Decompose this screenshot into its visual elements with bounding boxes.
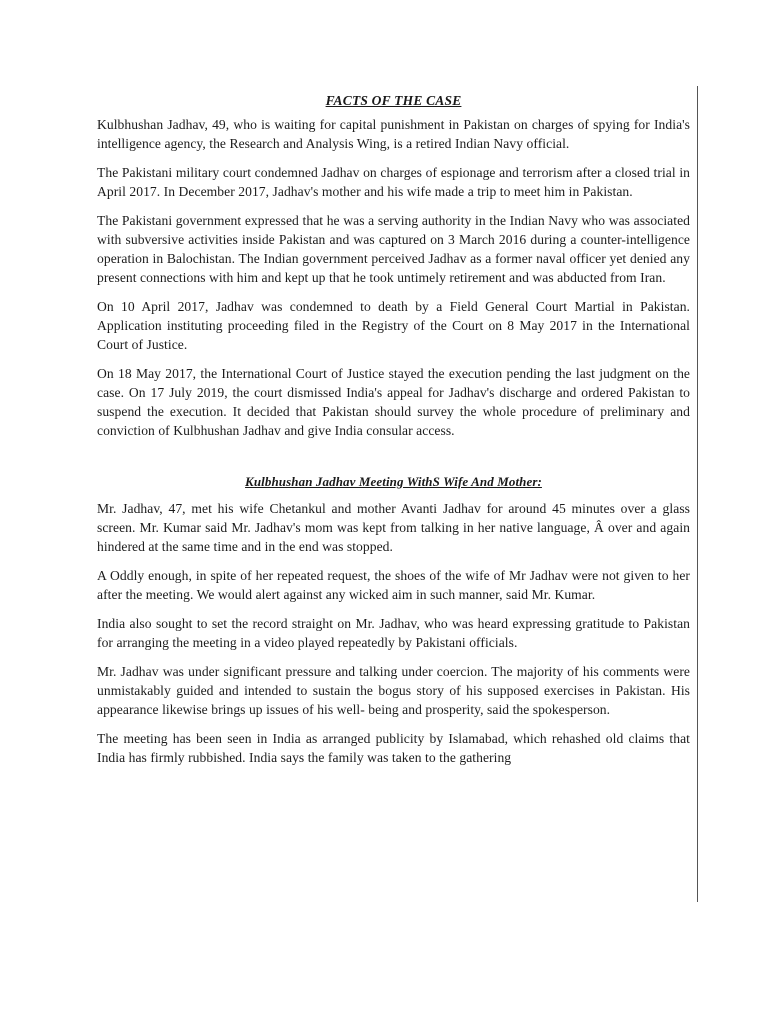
section-subheading: Kulbhushan Jadhav Meeting WithS Wife And Mother: <box>245 474 542 489</box>
paragraph: Kulbhushan Jadhav, 49, who is waiting for capital punishment in Pakistan on charges of spying for India's intelligence agency, the Research and Analysis Wing, is a retired Indian Navy official. <box>97 117 690 151</box>
paragraph: Mr. Jadhav, 47, met his wife Chetankul and mother Avanti Jadhav for around 45 minutes over a glass screen. Mr. Kumar said Mr. Jadhav's mom was kept from talking in her native language, Â over and again hindered at the same time and in the end was stopped. <box>97 501 690 554</box>
paragraph: A Oddly enough, in spite of her repeated request, the shoes of the wife of Mr Jadhav were not given to her after the meeting. We would alert against any wicked aim in such manner, said Mr. Kumar. <box>97 568 690 602</box>
paragraph: India also sought to set the record straight on Mr. Jadhav, who was heard expressing gratitude to Pakistan for arranging the meeting in a video played repeatedly by Pakistani officials. <box>97 616 690 650</box>
paragraph: The meeting has been seen in India as arranged publicity by Islamabad, which rehashed old claims that India has firmly rubbished. India says the family was taken to the gathering <box>97 731 690 765</box>
paragraph: The Pakistani military court condemned Jadhav on charges of espionage and terrorism after a closed trial in April 2017. In December 2017, Jadhav's mother and his wife made a trip to meet him in Pakistan. <box>97 165 690 199</box>
paragraph: Mr. Jadhav was under significant pressure and talking under coercion. The majority of his comments were unmistakably guided and intended to sustain the bogus story of his supposed exercises in Pakistan. His appearance likewise brings up issues of his well- being and prosperity, said the spokesperson. <box>97 664 690 717</box>
document-page <box>97 92 690 777</box>
paragraph: The Pakistani government expressed that he was a serving authority in the Indian Navy who was associated with subversive activities inside Pakistan and was captured on 3 March 2016 during a counter-intelligence operation in Balochistan. The Indian government perceived Jadhav as a former naval officer yet denied any present connections with him and kept up that he took untimely retirement and was abducted from Iran. <box>97 213 690 285</box>
right-margin-rule <box>697 86 698 902</box>
section-heading: FACTS OF THE CASE <box>325 93 462 108</box>
paragraph: On 10 April 2017, Jadhav was condemned to death by a Field General Court Martial in Pakistan. Application instituting proceeding filed in the Registry of the Court on 8 May 2017 in the International Court of Justice. <box>97 299 690 352</box>
paragraph: On 18 May 2017, the International Court of Justice stayed the execution pending the last judgment on the case. On 17 July 2019, the court dismissed India's appeal for Jadhav's discharge and ordered Pakistan to suspend the execution. It decided that Pakistan should survey the whole procedure of preliminary and conviction of Kulbhushan Jadhav and give India consular access. <box>97 366 690 438</box>
